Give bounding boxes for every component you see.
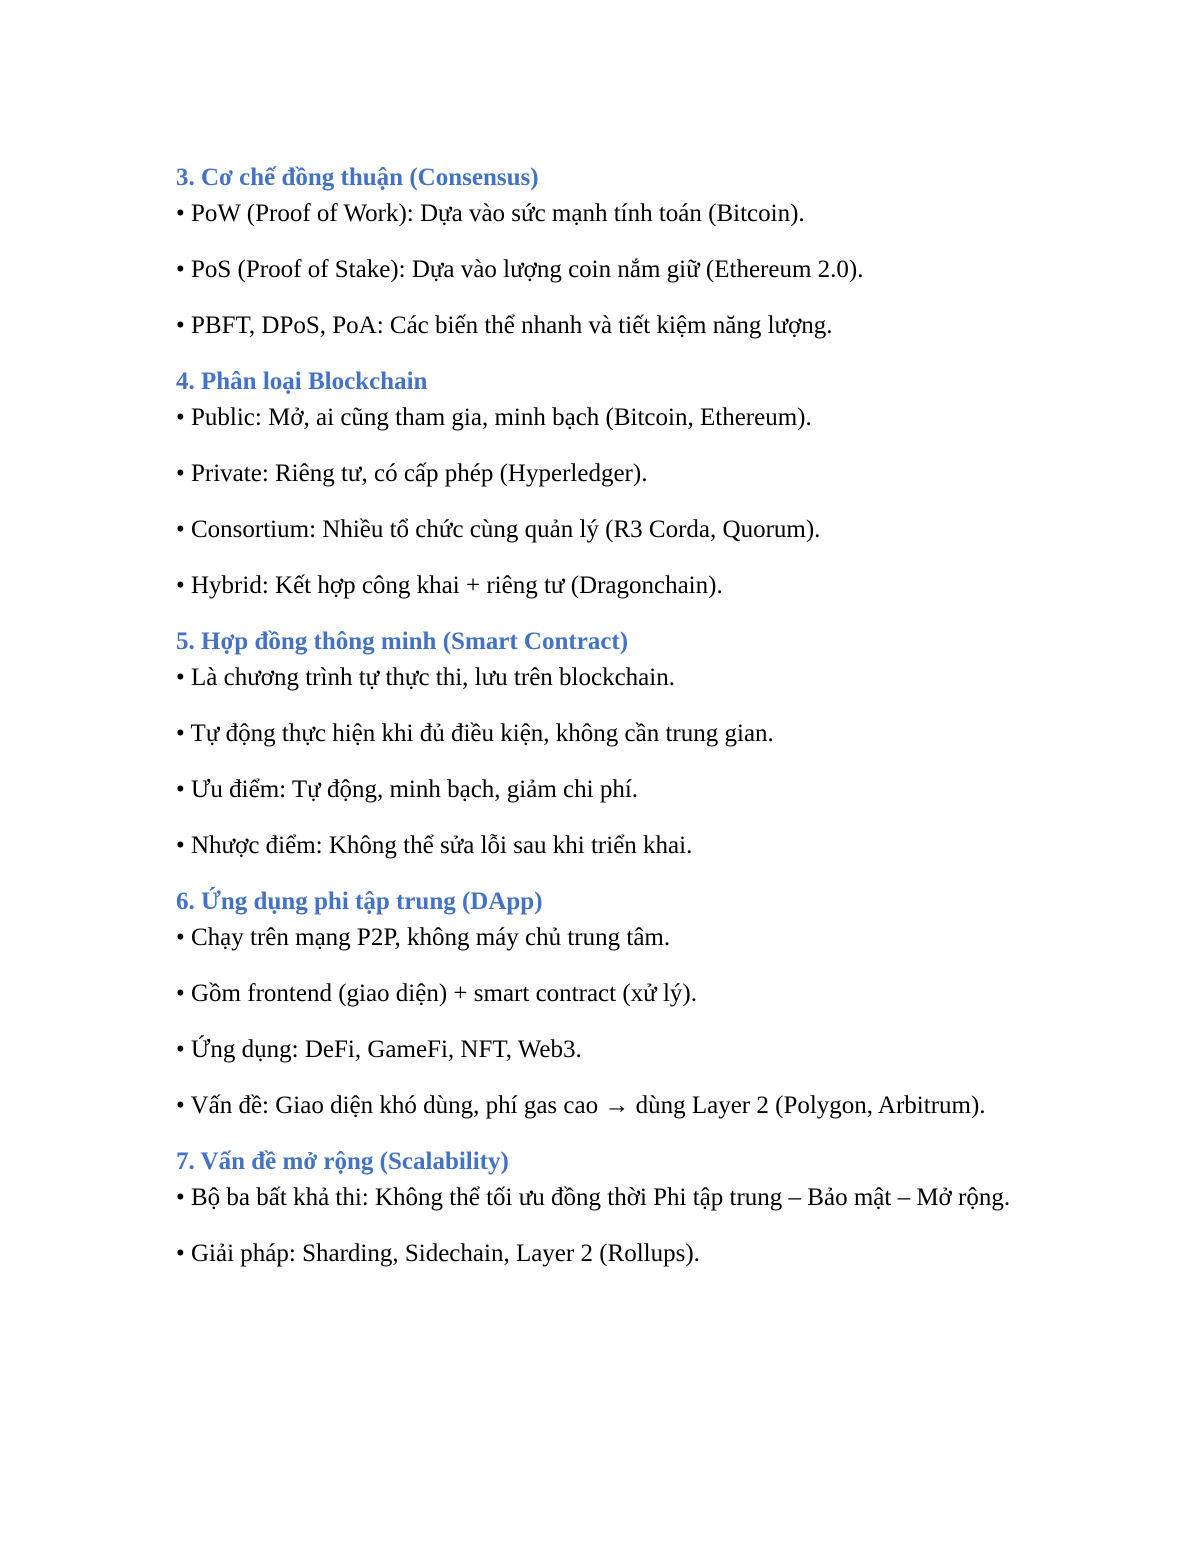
bullet-item: • PoW (Proof of Work): Dựa vào sức mạnh tính toán (Bitcoin).	[176, 200, 805, 227]
section-heading: 5. Hợp đồng thông minh (Smart Contract)	[176, 628, 629, 655]
section-heading: 7. Vấn đề mở rộng (Scalability)	[176, 1148, 509, 1175]
section-consensus	[176, 160, 1016, 344]
bullet-item: • Private: Riêng tư, có cấp phép (Hyperledger).	[176, 460, 648, 487]
section-blockchain-types	[176, 364, 1016, 604]
bullet-item: • Tự động thực hiện khi đủ điều kiện, không cần trung gian.	[176, 720, 774, 747]
section-heading: 3. Cơ chế đồng thuận (Consensus)	[176, 164, 539, 191]
bullet-item: • Giải pháp: Sharding, Sidechain, Layer 2 (Rollups).	[176, 1240, 700, 1267]
bullet-item: • Ưu điểm: Tự động, minh bạch, giảm chi phí.	[176, 776, 639, 803]
section-scalability	[176, 1144, 1016, 1272]
bullet-item: • Vấn đề: Giao diện khó dùng, phí gas cao → dùng Layer 2 (Polygon, Arbitrum).	[176, 1092, 986, 1119]
bullet-item: • Hybrid: Kết hợp công khai + riêng tư (Dragonchain).	[176, 572, 723, 599]
bullet-item: • Consortium: Nhiều tổ chức cùng quản lý (R3 Corda, Quorum).	[176, 516, 821, 543]
bullet-item: • Nhược điểm: Không thể sửa lỗi sau khi triển khai.	[176, 832, 693, 859]
bullet-item: • PBFT, DPoS, PoA: Các biến thể nhanh và tiết kiệm năng lượng.	[176, 312, 833, 339]
bullet-item: • Là chương trình tự thực thi, lưu trên blockchain.	[176, 664, 675, 691]
section-heading: 6. Ứng dụng phi tập trung (DApp)	[176, 888, 543, 915]
bullet-item: • Gồm frontend (giao diện) + smart contract (xử lý).	[176, 980, 697, 1007]
section-heading: 4. Phân loại Blockchain	[176, 368, 428, 395]
document-page	[176, 160, 1016, 1292]
bullet-item: • Ứng dụng: DeFi, GameFi, NFT, Web3.	[176, 1036, 582, 1063]
section-dapp	[176, 884, 1016, 1124]
section-smart-contract	[176, 624, 1016, 864]
bullet-item: • Bộ ba bất khả thi: Không thể tối ưu đồng thời Phi tập trung – Bảo mật – Mở rộng.	[176, 1184, 1011, 1211]
bullet-item: • Chạy trên mạng P2P, không máy chủ trung tâm.	[176, 924, 671, 951]
bullet-item: • PoS (Proof of Stake): Dựa vào lượng coin nắm giữ (Ethereum 2.0).	[176, 256, 864, 283]
bullet-item: • Public: Mở, ai cũng tham gia, minh bạch (Bitcoin, Ethereum).	[176, 404, 812, 431]
